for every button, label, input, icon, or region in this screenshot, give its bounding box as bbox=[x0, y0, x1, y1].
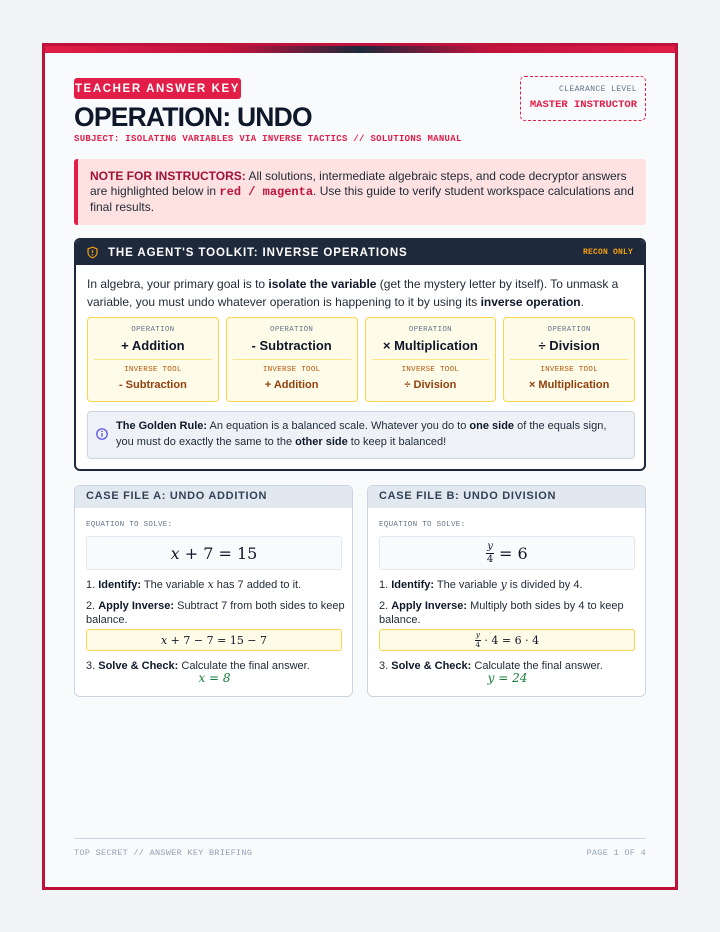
worksheet-page bbox=[42, 43, 678, 890]
operations-grid bbox=[87, 317, 635, 402]
inverse-tool-name: ÷ Division bbox=[404, 379, 457, 391]
inverse-tool-label: INVERSE TOOL bbox=[540, 366, 598, 374]
rule-label: The Golden Rule: bbox=[116, 420, 208, 432]
step3-text: Calculate the final answer. bbox=[471, 660, 603, 672]
step-identify: 1. Identify: The variable x has 7 added to it. bbox=[86, 578, 302, 591]
step1-label: Identify: bbox=[391, 579, 435, 591]
step-apply-inverse: 2. Apply Inverse: Subtract 7 from both sides to keep balance. bbox=[86, 600, 345, 626]
operation-card bbox=[503, 317, 635, 402]
case-file-b bbox=[367, 485, 646, 697]
inverse-tool-label: INVERSE TOOL bbox=[401, 366, 460, 374]
step-solve-check: 3. Solve & Check: Calculate the final answer. bbox=[379, 660, 603, 672]
intro-bold-1: isolate the variable bbox=[268, 277, 377, 291]
clearance-value: MASTER INSTRUCTOR bbox=[529, 99, 637, 111]
page-number: PAGE 1 OF 4 bbox=[586, 848, 646, 858]
step3-label: Solve & Check: bbox=[391, 660, 472, 672]
step3-text: Calculate the final answer. bbox=[178, 660, 310, 672]
operation-card bbox=[226, 317, 358, 402]
inverse-tool-name: × Multiplication bbox=[528, 379, 610, 391]
operation-label: OPERATION bbox=[408, 326, 452, 334]
work-step-box: x + 7 − 7 = 15 − 7 bbox=[86, 629, 342, 651]
inverse-tool-label: INVERSE TOOL bbox=[124, 366, 182, 374]
info-icon bbox=[96, 428, 108, 440]
operation-name: - Subtraction bbox=[251, 338, 332, 353]
clearance-label: CLEARANCE LEVEL bbox=[558, 85, 637, 94]
case-file-a bbox=[74, 485, 353, 697]
intro-text-2: (get the mystery letter by itself). To unmask a variable, you must undo whatever operation is happening to it by using its bbox=[87, 277, 619, 309]
answer: y = 24 bbox=[487, 671, 528, 685]
card-divider bbox=[372, 359, 490, 360]
golden-rule-callout bbox=[87, 411, 635, 459]
card-divider bbox=[94, 359, 212, 360]
step1-text-b: is divided by 4. bbox=[506, 579, 583, 591]
step1-text-b: has 7 added to it. bbox=[213, 579, 302, 591]
toolkit-intro bbox=[87, 275, 637, 311]
operation-name: + Addition bbox=[121, 338, 185, 353]
note-text-1: All solutions, intermediate algebraic steps, and code decryptor answers are highlighted below in bbox=[90, 169, 627, 198]
step3-label: Solve & Check: bbox=[98, 660, 179, 672]
step2-text: Subtract 7 from both sides to keep balance. bbox=[86, 600, 345, 626]
inverse-tool-name: + Addition bbox=[264, 379, 319, 391]
rule-bold-1: one side bbox=[469, 420, 515, 432]
instructor-note bbox=[74, 159, 646, 225]
card-divider bbox=[510, 359, 628, 360]
answer-key-badge: TEACHER ANSWER KEY bbox=[74, 78, 241, 99]
note-label: NOTE FOR INSTRUCTORS: bbox=[90, 169, 246, 183]
shield-icon bbox=[86, 246, 99, 259]
inverse-tool-label: INVERSE TOOL bbox=[262, 366, 321, 374]
intro-text-3: . bbox=[580, 295, 584, 309]
recon-tag: RECON ONLY bbox=[582, 248, 633, 257]
footer-left: TOP SECRET // ANSWER KEY BRIEFING bbox=[74, 848, 253, 858]
step-solve-check: 3. Solve & Check: Calculate the final answer. bbox=[86, 660, 310, 672]
note-text-2: . Use this guide to verify student workspace calculations and final results. bbox=[90, 184, 634, 214]
equation-label: EQUATION TO SOLVE: bbox=[379, 521, 466, 529]
rule-text-2: of the equals sign, you must do exactly the same to the bbox=[116, 420, 607, 448]
operation-card bbox=[87, 317, 219, 402]
operation-card bbox=[365, 317, 497, 402]
operation-label: OPERATION bbox=[547, 326, 591, 334]
note-highlight-text: red / magenta bbox=[219, 185, 314, 199]
step-identify: 1. Identify: The variable y is divided by 4. bbox=[379, 578, 583, 591]
case-a-title: CASE FILE A: UNDO ADDITION bbox=[75, 486, 352, 508]
step2-label: Apply Inverse: bbox=[391, 600, 468, 612]
step1-var: y bbox=[500, 578, 507, 591]
rule-text-3: to keep it balanced! bbox=[347, 436, 447, 448]
subject-line: SUBJECT: ISOLATING VARIABLES VIA INVERSE TACTICS // SOLUTIONS MANUAL bbox=[74, 134, 462, 144]
case-b-title: CASE FILE B: UNDO DIVISION bbox=[368, 486, 645, 508]
page-title: OPERATION: UNDO bbox=[74, 102, 312, 132]
operation-name: ÷ Division bbox=[538, 338, 600, 353]
step1-text-a: The variable bbox=[141, 579, 208, 591]
step2-label: Apply Inverse: bbox=[98, 600, 175, 612]
rule-bold-2: other side bbox=[295, 436, 348, 448]
step2-text: Multiply both sides by 4 to keep balance. bbox=[379, 600, 624, 626]
toolkit-title: THE AGENT'S TOOLKIT: INVERSE OPERATIONS bbox=[108, 246, 408, 259]
equation-box: x + 7 = 15 bbox=[86, 536, 342, 570]
intro-text-1: In algebra, your primary goal is to bbox=[87, 277, 269, 291]
clearance-stamp bbox=[520, 76, 646, 121]
toolkit-panel bbox=[74, 238, 646, 471]
footer-divider bbox=[74, 838, 646, 839]
answer: x = 8 bbox=[198, 671, 231, 685]
operation-label: OPERATION bbox=[270, 326, 314, 334]
equation-label: EQUATION TO SOLVE: bbox=[86, 521, 173, 529]
inverse-tool-name: - Subtraction bbox=[118, 379, 187, 391]
equation-box: $\frac{y}{4}$ = 6 bbox=[379, 536, 635, 570]
operation-name: × Multiplication bbox=[382, 338, 478, 353]
toolkit-header bbox=[76, 240, 644, 265]
operation-label: OPERATION bbox=[131, 326, 175, 334]
top-accent-bar bbox=[45, 46, 675, 53]
step-apply-inverse: 2. Apply Inverse: Multiply both sides by 4 to keep balance. bbox=[379, 600, 624, 626]
card-divider bbox=[233, 359, 351, 360]
step1-text-a: The variable bbox=[434, 579, 501, 591]
intro-bold-2: inverse operation bbox=[480, 295, 581, 309]
rule-text-1: An equation is a balanced scale. Whatever you do to bbox=[207, 420, 470, 432]
work-step-box: $\frac{y}{4}$ · 4 = 6 · 4 bbox=[379, 629, 635, 651]
step1-label: Identify: bbox=[98, 579, 142, 591]
step1-var: x bbox=[207, 578, 214, 591]
